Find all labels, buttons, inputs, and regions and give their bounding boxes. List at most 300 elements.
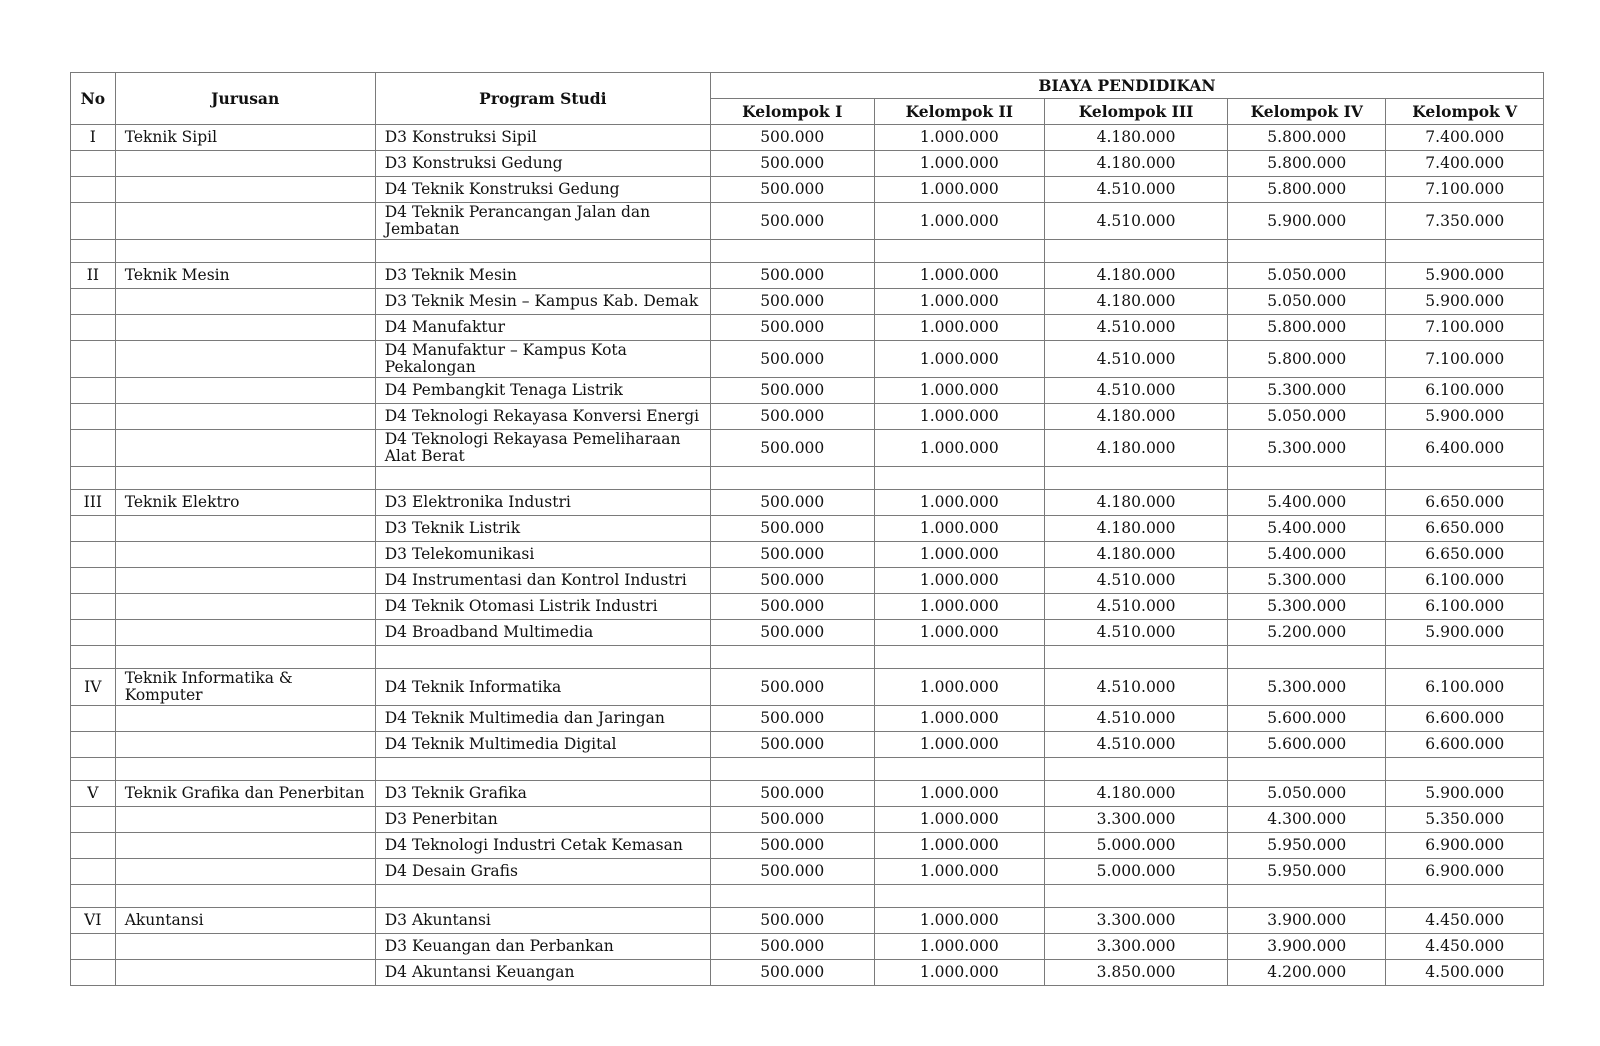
program-studi-cell: D3 Akuntansi [375,908,710,934]
program-studi-cell: D4 Instrumentasi dan Kontrol Industri [375,568,710,594]
program-studi-cell: D3 Penerbitan [375,807,710,833]
table-row [71,669,1544,706]
fee-kelompok-1-cell: 500.000 [710,516,874,542]
table-body [71,125,1544,986]
fee-kelompok-2-cell: 1.000.000 [874,289,1045,315]
table-row [71,315,1544,341]
fee-kelompok-1-cell: 500.000 [710,263,874,289]
fee-kelompok-4-cell: 5.300.000 [1228,568,1386,594]
fee-kelompok-4-cell: 5.200.000 [1228,620,1386,646]
fee-kelompok-1-cell: 500.000 [710,125,874,151]
fee-kelompok-2-cell: 1.000.000 [874,781,1045,807]
fee-kelompok-2-cell: 1.000.000 [874,404,1045,430]
table-row [71,516,1544,542]
table-row [71,203,1544,240]
fee-kelompok-2-cell: 1.000.000 [874,542,1045,568]
empty-cell [1228,758,1386,781]
fee-kelompok-5-cell: 6.400.000 [1386,430,1544,467]
fee-kelompok-2-cell: 1.000.000 [874,620,1045,646]
empty-cell [375,240,710,263]
empty-cell [1386,467,1544,490]
fee-kelompok-5-cell: 6.650.000 [1386,490,1544,516]
empty-cell [874,758,1045,781]
fee-kelompok-1-cell: 500.000 [710,568,874,594]
fee-kelompok-1-cell: 500.000 [710,430,874,467]
table-row [71,960,1544,986]
empty-cell [874,646,1045,669]
empty-cell [710,467,874,490]
fee-kelompok-2-cell: 1.000.000 [874,934,1045,960]
table-row [71,430,1544,467]
header-row-1 [71,73,1544,99]
fee-kelompok-4-cell: 5.050.000 [1228,404,1386,430]
empty-cell [375,467,710,490]
no-cell: II [71,263,116,289]
fee-kelompok-4-cell: 5.300.000 [1228,378,1386,404]
fee-kelompok-2-cell: 1.000.000 [874,594,1045,620]
jurusan-cell [115,620,375,646]
fee-kelompok-2-cell: 1.000.000 [874,516,1045,542]
fee-kelompok-5-cell: 6.100.000 [1386,669,1544,706]
program-studi-cell: D4 Manufaktur – Kampus Kota Pekalongan [375,341,710,378]
fee-kelompok-5-cell: 7.400.000 [1386,125,1544,151]
no-cell: IV [71,669,116,706]
empty-cell [115,240,375,263]
empty-cell [71,885,116,908]
jurusan-cell: Teknik Elektro [115,490,375,516]
empty-cell [710,885,874,908]
program-studi-cell: D4 Teknik Informatika [375,669,710,706]
program-studi-cell: D4 Teknik Otomasi Listrik Industri [375,594,710,620]
no-cell [71,859,116,885]
fee-kelompok-4-cell: 5.400.000 [1228,490,1386,516]
fee-kelompok-5-cell: 7.400.000 [1386,151,1544,177]
fee-kelompok-5-cell: 7.100.000 [1386,315,1544,341]
program-studi-cell: D4 Teknologi Rekayasa Pemeliharaan Alat Berat [375,430,710,467]
fee-kelompok-3-cell: 4.180.000 [1045,490,1228,516]
program-studi-cell: D3 Telekomunikasi [375,542,710,568]
jurusan-cell: Teknik Informatika & Komputer [115,669,375,706]
empty-cell [874,240,1045,263]
table-row [71,934,1544,960]
empty-cell [1228,467,1386,490]
fee-kelompok-2-cell: 1.000.000 [874,833,1045,859]
fee-kelompok-4-cell: 5.950.000 [1228,833,1386,859]
jurusan-cell [115,289,375,315]
program-studi-cell: D3 Elektronika Industri [375,490,710,516]
program-studi-cell: D4 Akuntansi Keuangan [375,960,710,986]
header-kelompok-2: Kelompok II [874,99,1045,125]
jurusan-cell [115,960,375,986]
fee-kelompok-5-cell: 7.100.000 [1386,341,1544,378]
fee-kelompok-5-cell: 5.900.000 [1386,289,1544,315]
fee-kelompok-3-cell: 4.510.000 [1045,568,1228,594]
fee-kelompok-1-cell: 500.000 [710,151,874,177]
fee-kelompok-4-cell: 5.600.000 [1228,706,1386,732]
jurusan-cell [115,315,375,341]
program-studi-cell: D3 Konstruksi Sipil [375,125,710,151]
program-studi-cell: D3 Konstruksi Gedung [375,151,710,177]
table-row [71,177,1544,203]
fee-kelompok-5-cell: 7.100.000 [1386,177,1544,203]
empty-cell [115,758,375,781]
fee-kelompok-2-cell: 1.000.000 [874,341,1045,378]
jurusan-cell [115,807,375,833]
header-no: No [71,73,116,125]
header-program-studi: Program Studi [375,73,710,125]
no-cell [71,516,116,542]
fee-kelompok-2-cell: 1.000.000 [874,568,1045,594]
fee-kelompok-1-cell: 500.000 [710,542,874,568]
fee-kelompok-1-cell: 500.000 [710,960,874,986]
jurusan-cell [115,516,375,542]
program-studi-cell: D4 Broadband Multimedia [375,620,710,646]
no-cell [71,404,116,430]
program-studi-cell: D4 Teknik Multimedia Digital [375,732,710,758]
fee-kelompok-1-cell: 500.000 [710,934,874,960]
fee-kelompok-3-cell: 4.180.000 [1045,151,1228,177]
empty-cell [1045,467,1228,490]
fee-kelompok-4-cell: 5.050.000 [1228,289,1386,315]
fee-kelompok-4-cell: 5.800.000 [1228,151,1386,177]
fee-kelompok-5-cell: 6.900.000 [1386,859,1544,885]
empty-cell [1386,240,1544,263]
fee-kelompok-1-cell: 500.000 [710,706,874,732]
no-cell [71,568,116,594]
empty-cell [1386,758,1544,781]
fee-kelompok-5-cell: 5.900.000 [1386,263,1544,289]
fee-kelompok-1-cell: 500.000 [710,177,874,203]
fee-kelompok-5-cell: 4.450.000 [1386,934,1544,960]
spacer-row [71,646,1544,669]
fee-kelompok-3-cell: 4.180.000 [1045,289,1228,315]
empty-cell [1386,646,1544,669]
empty-cell [1228,885,1386,908]
jurusan-cell [115,568,375,594]
jurusan-cell [115,833,375,859]
table-row [71,781,1544,807]
fee-kelompok-4-cell: 3.900.000 [1228,908,1386,934]
header-jurusan: Jurusan [115,73,375,125]
fee-kelompok-5-cell: 6.600.000 [1386,732,1544,758]
table-row [71,341,1544,378]
table-row [71,125,1544,151]
table-row [71,404,1544,430]
fee-kelompok-2-cell: 1.000.000 [874,203,1045,240]
empty-cell [71,646,116,669]
fee-kelompok-5-cell: 5.900.000 [1386,620,1544,646]
header-kelompok-4: Kelompok IV [1228,99,1386,125]
no-cell [71,289,116,315]
table-row [71,542,1544,568]
program-studi-cell: D3 Teknik Listrik [375,516,710,542]
header-biaya-pendidikan: BIAYA PENDIDIKAN [710,73,1543,99]
fee-kelompok-4-cell: 5.400.000 [1228,516,1386,542]
table-row [71,594,1544,620]
fee-kelompok-1-cell: 500.000 [710,315,874,341]
fee-kelompok-2-cell: 1.000.000 [874,430,1045,467]
fee-kelompok-5-cell: 6.100.000 [1386,594,1544,620]
empty-cell [115,467,375,490]
fee-kelompok-4-cell: 5.800.000 [1228,177,1386,203]
spacer-row [71,758,1544,781]
empty-cell [115,885,375,908]
empty-cell [71,240,116,263]
no-cell [71,203,116,240]
fee-kelompok-5-cell: 5.900.000 [1386,781,1544,807]
jurusan-cell [115,378,375,404]
program-studi-cell: D4 Desain Grafis [375,859,710,885]
empty-cell [115,646,375,669]
fee-kelompok-2-cell: 1.000.000 [874,177,1045,203]
jurusan-cell [115,151,375,177]
fee-kelompok-4-cell: 5.400.000 [1228,542,1386,568]
fee-kelompok-5-cell: 6.650.000 [1386,516,1544,542]
fee-kelompok-2-cell: 1.000.000 [874,125,1045,151]
no-cell [71,706,116,732]
no-cell [71,341,116,378]
no-cell [71,151,116,177]
program-studi-cell: D4 Teknik Multimedia dan Jaringan [375,706,710,732]
empty-cell [1045,885,1228,908]
empty-cell [710,646,874,669]
empty-cell [375,758,710,781]
fee-kelompok-4-cell: 5.300.000 [1228,594,1386,620]
fee-kelompok-5-cell: 6.650.000 [1386,542,1544,568]
empty-cell [1045,240,1228,263]
fee-kelompok-1-cell: 500.000 [710,490,874,516]
jurusan-cell [115,404,375,430]
spacer-row [71,467,1544,490]
no-cell [71,177,116,203]
empty-cell [1045,646,1228,669]
program-studi-cell: D4 Manufaktur [375,315,710,341]
fee-kelompok-1-cell: 500.000 [710,404,874,430]
fee-kelompok-2-cell: 1.000.000 [874,669,1045,706]
header-kelompok-5: Kelompok V [1386,99,1544,125]
program-studi-cell: D4 Teknik Konstruksi Gedung [375,177,710,203]
program-studi-cell: D3 Keuangan dan Perbankan [375,934,710,960]
empty-cell [710,758,874,781]
fee-kelompok-3-cell: 4.510.000 [1045,378,1228,404]
no-cell [71,542,116,568]
no-cell [71,620,116,646]
empty-cell [375,885,710,908]
program-studi-cell: D4 Teknologi Rekayasa Konversi Energi [375,404,710,430]
fee-kelompok-3-cell: 4.510.000 [1045,594,1228,620]
fee-kelompok-3-cell: 4.180.000 [1045,781,1228,807]
jurusan-cell [115,594,375,620]
jurusan-cell [115,203,375,240]
header-kelompok-3: Kelompok III [1045,99,1228,125]
fee-kelompok-1-cell: 500.000 [710,807,874,833]
fee-kelompok-1-cell: 500.000 [710,669,874,706]
empty-cell [1228,240,1386,263]
jurusan-cell: Akuntansi [115,908,375,934]
jurusan-cell: Teknik Sipil [115,125,375,151]
fee-kelompok-1-cell: 500.000 [710,859,874,885]
fee-kelompok-2-cell: 1.000.000 [874,960,1045,986]
fee-kelompok-4-cell: 5.050.000 [1228,263,1386,289]
fee-kelompok-3-cell: 3.300.000 [1045,807,1228,833]
fee-kelompok-4-cell: 5.800.000 [1228,315,1386,341]
fee-kelompok-2-cell: 1.000.000 [874,706,1045,732]
table-row [71,908,1544,934]
jurusan-cell [115,732,375,758]
fee-kelompok-3-cell: 4.180.000 [1045,404,1228,430]
fee-kelompok-4-cell: 5.950.000 [1228,859,1386,885]
fee-kelompok-2-cell: 1.000.000 [874,263,1045,289]
fee-kelompok-2-cell: 1.000.000 [874,151,1045,177]
fee-table-container [70,72,1544,986]
empty-cell [874,885,1045,908]
jurusan-cell [115,542,375,568]
table-row [71,807,1544,833]
fee-kelompok-5-cell: 6.100.000 [1386,378,1544,404]
fee-kelompok-2-cell: 1.000.000 [874,490,1045,516]
no-cell [71,960,116,986]
empty-cell [375,646,710,669]
fee-kelompok-4-cell: 5.800.000 [1228,125,1386,151]
jurusan-cell: Teknik Mesin [115,263,375,289]
table-row [71,151,1544,177]
fee-kelompok-5-cell: 4.500.000 [1386,960,1544,986]
jurusan-cell: Teknik Grafika dan Penerbitan [115,781,375,807]
fee-kelompok-4-cell: 5.300.000 [1228,669,1386,706]
fee-kelompok-5-cell: 5.350.000 [1386,807,1544,833]
program-studi-cell: D4 Pembangkit Tenaga Listrik [375,378,710,404]
no-cell [71,833,116,859]
fee-kelompok-5-cell: 7.350.000 [1386,203,1544,240]
no-cell: III [71,490,116,516]
jurusan-cell [115,706,375,732]
table-row [71,859,1544,885]
no-cell [71,315,116,341]
fee-kelompok-3-cell: 5.000.000 [1045,859,1228,885]
empty-cell [71,758,116,781]
jurusan-cell [115,341,375,378]
fee-kelompok-3-cell: 4.510.000 [1045,177,1228,203]
no-cell [71,594,116,620]
fee-kelompok-5-cell: 4.450.000 [1386,908,1544,934]
spacer-row [71,885,1544,908]
fee-kelompok-5-cell: 6.900.000 [1386,833,1544,859]
no-cell [71,732,116,758]
no-cell: I [71,125,116,151]
no-cell: V [71,781,116,807]
fee-kelompok-4-cell: 5.300.000 [1228,430,1386,467]
fee-kelompok-4-cell: 5.600.000 [1228,732,1386,758]
fee-kelompok-4-cell: 4.300.000 [1228,807,1386,833]
empty-cell [710,240,874,263]
fee-kelompok-3-cell: 5.000.000 [1045,833,1228,859]
empty-cell [1228,646,1386,669]
program-studi-cell: D4 Teknik Perancangan Jalan dan Jembatan [375,203,710,240]
fee-kelompok-2-cell: 1.000.000 [874,378,1045,404]
no-cell: VI [71,908,116,934]
fee-kelompok-3-cell: 4.180.000 [1045,263,1228,289]
fee-kelompok-1-cell: 500.000 [710,289,874,315]
fee-kelompok-3-cell: 4.180.000 [1045,125,1228,151]
table-row [71,490,1544,516]
table-row [71,289,1544,315]
fee-kelompok-4-cell: 5.800.000 [1228,341,1386,378]
fee-kelompok-3-cell: 4.180.000 [1045,542,1228,568]
fee-kelompok-1-cell: 500.000 [710,732,874,758]
fee-kelompok-1-cell: 500.000 [710,781,874,807]
table-row [71,263,1544,289]
table-row [71,568,1544,594]
table-row [71,732,1544,758]
fee-kelompok-4-cell: 5.050.000 [1228,781,1386,807]
fee-kelompok-3-cell: 4.510.000 [1045,315,1228,341]
no-cell [71,934,116,960]
fee-kelompok-4-cell: 3.900.000 [1228,934,1386,960]
fee-kelompok-1-cell: 500.000 [710,594,874,620]
fee-kelompok-1-cell: 500.000 [710,620,874,646]
fee-kelompok-3-cell: 3.300.000 [1045,934,1228,960]
spacer-row [71,240,1544,263]
fee-kelompok-3-cell: 4.180.000 [1045,430,1228,467]
jurusan-cell [115,859,375,885]
fee-kelompok-2-cell: 1.000.000 [874,859,1045,885]
fee-kelompok-5-cell: 5.900.000 [1386,404,1544,430]
fee-kelompok-2-cell: 1.000.000 [874,732,1045,758]
fee-kelompok-4-cell: 4.200.000 [1228,960,1386,986]
fee-kelompok-2-cell: 1.000.000 [874,908,1045,934]
program-studi-cell: D3 Teknik Mesin – Kampus Kab. Demak [375,289,710,315]
no-cell [71,430,116,467]
table-row [71,706,1544,732]
fee-table [70,72,1544,986]
fee-kelompok-3-cell: 4.180.000 [1045,516,1228,542]
header-kelompok-1: Kelompok I [710,99,874,125]
program-studi-cell: D3 Teknik Grafika [375,781,710,807]
fee-kelompok-5-cell: 6.100.000 [1386,568,1544,594]
fee-kelompok-2-cell: 1.000.000 [874,315,1045,341]
empty-cell [1386,885,1544,908]
fee-kelompok-3-cell: 4.510.000 [1045,620,1228,646]
no-cell [71,378,116,404]
empty-cell [1045,758,1228,781]
fee-kelompok-3-cell: 4.510.000 [1045,669,1228,706]
program-studi-cell: D4 Teknologi Industri Cetak Kemasan [375,833,710,859]
fee-kelompok-1-cell: 500.000 [710,378,874,404]
fee-kelompok-1-cell: 500.000 [710,203,874,240]
program-studi-cell: D3 Teknik Mesin [375,263,710,289]
table-row [71,378,1544,404]
fee-kelompok-3-cell: 4.510.000 [1045,203,1228,240]
fee-kelompok-4-cell: 5.900.000 [1228,203,1386,240]
table-row [71,620,1544,646]
fee-kelompok-3-cell: 4.510.000 [1045,732,1228,758]
fee-kelompok-1-cell: 500.000 [710,833,874,859]
jurusan-cell [115,177,375,203]
table-row [71,833,1544,859]
empty-cell [71,467,116,490]
empty-cell [874,467,1045,490]
jurusan-cell [115,430,375,467]
fee-kelompok-1-cell: 500.000 [710,341,874,378]
fee-kelompok-5-cell: 6.600.000 [1386,706,1544,732]
jurusan-cell [115,934,375,960]
fee-kelompok-3-cell: 4.510.000 [1045,341,1228,378]
fee-kelompok-3-cell: 3.850.000 [1045,960,1228,986]
no-cell [71,807,116,833]
fee-kelompok-2-cell: 1.000.000 [874,807,1045,833]
fee-kelompok-3-cell: 4.510.000 [1045,706,1228,732]
fee-kelompok-1-cell: 500.000 [710,908,874,934]
